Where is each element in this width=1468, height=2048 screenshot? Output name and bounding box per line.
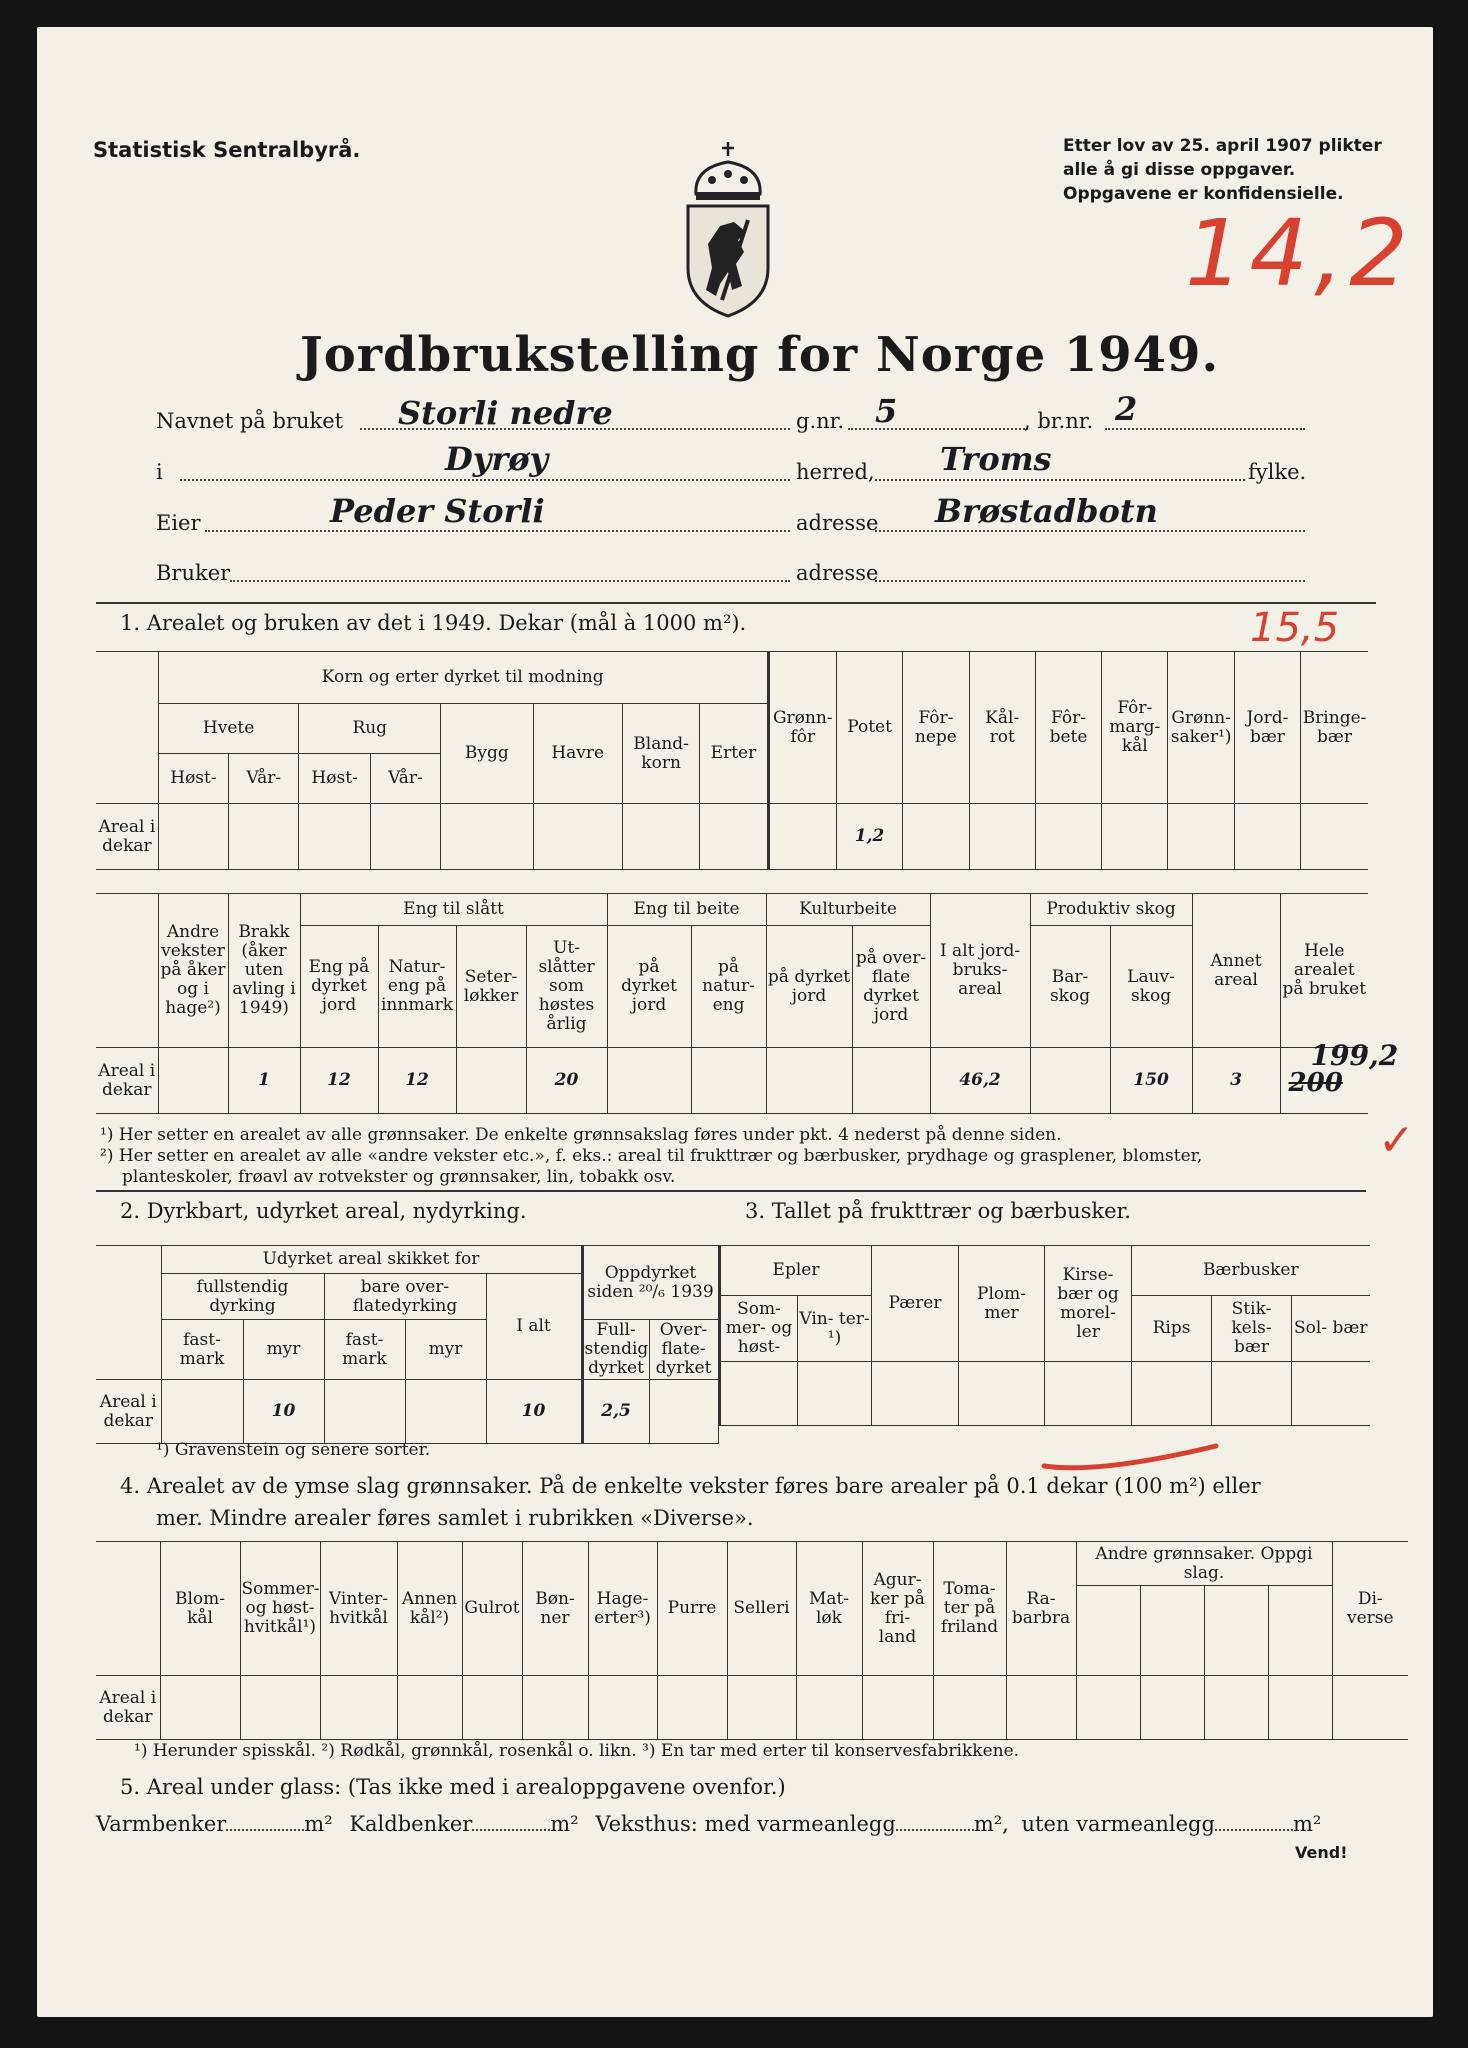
fruit-trees-table [718, 1245, 1370, 1426]
col-header: Gulrot [462, 1542, 522, 1676]
cell[interactable] [161, 1380, 243, 1444]
group-header: Kulturbeite [766, 894, 930, 926]
col-header: Grønn- saker¹) [1168, 652, 1234, 804]
col-header: Hage- erter³) [588, 1542, 657, 1676]
publisher-name: Statistisk Sentralbyrå. [93, 138, 361, 162]
legal-notice-line: Etter lov av 25. april 1907 plikter [1063, 136, 1382, 156]
cell[interactable] [158, 1048, 228, 1114]
cell[interactable] [1234, 804, 1300, 870]
row-label-header [96, 1246, 161, 1380]
col-header: I alt jord- bruks- areal [930, 894, 1030, 1048]
fully-cultivated-value[interactable]: 2,5 [582, 1380, 649, 1444]
unit-label: m² [1292, 1812, 1322, 1836]
municipality-line [180, 479, 790, 481]
col-header: myr [243, 1320, 324, 1380]
legal-notice-line: Oppgavene er konfidensielle. [1063, 184, 1344, 204]
cell[interactable] [852, 1048, 930, 1114]
natural-meadow-value[interactable]: 12 [378, 1048, 456, 1114]
row-label-header [96, 652, 158, 804]
row-label-header [96, 894, 158, 1048]
col-header: Annen kål²) [397, 1542, 462, 1676]
cell[interactable] [1076, 1676, 1140, 1740]
cell[interactable] [1268, 1676, 1332, 1740]
coldframes-field[interactable] [472, 1829, 550, 1831]
group-header: Eng til slått [300, 894, 607, 926]
section4-heading: 4. Arealet av de ymse slag grønnsaker. På de enkelte vekster føres bare arealer på 0.1 dekar (100 m²) eller [120, 1474, 1261, 1498]
greenhouse-heated-label: Veksthus: med varmeanlegg [595, 1812, 896, 1836]
cell[interactable] [1292, 1362, 1370, 1426]
group-header: Eng til beite [607, 894, 766, 926]
cell[interactable] [1102, 804, 1168, 870]
meadow-cultivated-value[interactable]: 12 [300, 1048, 378, 1114]
vegetables-table [96, 1541, 1408, 1740]
col-header: Fôr- marg- kål [1102, 652, 1168, 804]
cell[interactable] [657, 1676, 727, 1740]
land-use-table [96, 893, 1399, 1114]
col-header: Kirse- bær og morel- ler [1045, 1246, 1132, 1362]
in-label: i [156, 460, 163, 484]
cell[interactable] [1212, 1362, 1292, 1426]
col-header: Fôr- bete [1035, 652, 1101, 804]
section2-heading: 2. Dyrkbart, udyrket areal, nydyrking. [120, 1199, 527, 1223]
col-header: Natur- eng på innmark [378, 926, 456, 1048]
unit-label: m² [304, 1812, 333, 1836]
cell[interactable] [862, 1676, 933, 1740]
footnote: ¹) Her setter en arealet av alle grønnsaker. De enkelte grønnsakslag føres under pkt. 4 nederst på denne siden. [100, 1125, 1062, 1145]
cell[interactable] [768, 804, 836, 870]
col-header: Blom- kål [160, 1542, 240, 1676]
farm-name-label: Navnet på bruket [156, 409, 344, 433]
cell[interactable] [798, 1362, 872, 1426]
farm-name-value: Storli nedre [398, 394, 613, 432]
col-header: Kål- rot [969, 652, 1035, 804]
cell[interactable] [1132, 1362, 1212, 1426]
col-header: Over- flate- dyrket [649, 1320, 718, 1380]
cell[interactable] [160, 1676, 240, 1740]
brnr-value: 2 [1115, 390, 1138, 428]
deciduous-forest-value[interactable]: 150 [1110, 1048, 1192, 1114]
col-header: Epler [720, 1246, 872, 1296]
cell[interactable] [607, 1048, 691, 1114]
brnr-label: , br.nr. [1024, 409, 1094, 433]
form-title: Jordbrukstelling for Norge 1949. [300, 327, 1220, 383]
cell[interactable] [397, 1676, 462, 1740]
cell[interactable] [903, 804, 969, 870]
cell[interactable] [533, 804, 622, 870]
col-header: på dyrket jord [607, 926, 691, 1048]
section5-heading: 5. Areal under glass: (Tas ikke med i arealoppgavene ovenfor.) [120, 1775, 786, 1799]
cell[interactable] [622, 804, 699, 870]
col-header: på over- flate dyrket jord [852, 926, 930, 1048]
row-label: Areal i dekar [96, 804, 158, 870]
owner-line [205, 530, 790, 532]
col-header: Rips [1132, 1296, 1212, 1362]
col-header: I alt [486, 1274, 582, 1380]
footnote: ²) Her setter en arealet av alle «andre vekster etc.», f. eks.: areal til frukttrær og bærbusker, prydhage og grasplener, blomster, [100, 1146, 1203, 1166]
cell[interactable] [933, 1676, 1006, 1740]
col-header: Hvete [158, 704, 299, 754]
coat-of-arms-icon [672, 140, 784, 320]
cell[interactable] [720, 1362, 798, 1426]
total-agricultural-value[interactable]: 46,2 [930, 1048, 1030, 1114]
hotbeds-label: Varmbenker [96, 1812, 227, 1836]
col-header: Toma- ter på friland [933, 1542, 1006, 1676]
cell[interactable] [158, 804, 228, 870]
col-header: Rug [299, 704, 441, 754]
col-header: på natur- eng [691, 926, 766, 1048]
col-header: Andre vekster på åker og i hage²) [158, 894, 228, 1048]
col-header: Lauv- skog [1110, 926, 1192, 1048]
cell[interactable] [456, 1048, 526, 1114]
col-header: Brakk (åker uten avling i 1949) [228, 894, 300, 1048]
col-header: Eng på dyrket jord [300, 926, 378, 1048]
uncultivated-total-value[interactable]: 10 [486, 1380, 582, 1444]
cell[interactable] [700, 804, 768, 870]
col-header: Vår- [229, 754, 299, 804]
herred-label: herred, [796, 460, 875, 484]
col-header: Bland- korn [622, 704, 699, 804]
cell[interactable] [299, 804, 370, 870]
fylke-label: fylke. [1248, 460, 1307, 484]
col-header: Sommer- og høst- hvitkål¹) [240, 1542, 320, 1676]
col-header: Vinter- hvitkål [320, 1542, 397, 1676]
section1-heading: 1. Arealet og bruken av det i 1949. Dekar (mål à 1000 m²). [120, 611, 747, 635]
cell[interactable] [796, 1676, 862, 1740]
cell[interactable] [1268, 1586, 1332, 1676]
col-header: Agur- ker på fri- land [862, 1542, 933, 1676]
total-farm-area-cell[interactable] [1280, 1039, 1399, 1114]
gnr-label: g.nr. [796, 409, 845, 433]
user-address-line [875, 580, 1305, 582]
cell[interactable] [324, 1380, 405, 1444]
section3-heading: 3. Tallet på frukttrær og bærbusker. [745, 1199, 1131, 1223]
row-label: Areal i dekar [96, 1676, 160, 1740]
bog-value[interactable]: 10 [243, 1380, 324, 1444]
row-label-header [96, 1542, 160, 1676]
brnr-line [1105, 428, 1305, 430]
col-header: Fôr- nepe [903, 652, 969, 804]
greenhouse-unheated-field[interactable] [1215, 1829, 1293, 1831]
outfield-value[interactable]: 20 [526, 1048, 607, 1114]
coldframes-label: Kaldbenker [349, 1812, 473, 1836]
cell[interactable] [1204, 1676, 1268, 1740]
section-divider [96, 602, 1376, 604]
group-header: Bærbusker [1132, 1246, 1370, 1296]
col-header: Purre [657, 1542, 727, 1676]
col-header: Hele arealet på bruket [1280, 894, 1368, 1048]
col-header: Jord- bær [1234, 652, 1300, 804]
cell[interactable] [959, 1362, 1045, 1426]
greenhouse-heated-field[interactable] [896, 1829, 974, 1831]
legal-notice [1063, 134, 1382, 206]
col-header: på dyrket jord [766, 926, 852, 1048]
row-label: Areal i dekar [96, 1048, 158, 1114]
turn-over-note: Vend! [1295, 1843, 1348, 1862]
col-header: Stik- kels- bær [1212, 1296, 1292, 1362]
cell[interactable] [1030, 1048, 1110, 1114]
group-header: Oppdyrket siden ²⁰/₆ 1939 [582, 1246, 718, 1320]
col-header: fast- mark [324, 1320, 405, 1380]
col-header: Seter- løkker [456, 926, 526, 1048]
fallow-value[interactable]: 1 [228, 1048, 300, 1114]
struck-total-value: 200 [1288, 1068, 1343, 1098]
grain-group-header: Korn og erter dyrket til modning [158, 652, 768, 704]
col-header: Sol- bær [1292, 1296, 1370, 1362]
col-header: fullstendig dyrking [161, 1274, 324, 1320]
group-header: Andre grønnsaker. Oppgi slag. [1076, 1542, 1332, 1586]
col-header: myr [405, 1320, 486, 1380]
cell[interactable] [691, 1048, 766, 1114]
cell[interactable] [462, 1676, 522, 1740]
cell[interactable] [1076, 1586, 1140, 1676]
col-header: Høst- [299, 754, 370, 804]
group-header: Udyrket areal skikket for [161, 1246, 582, 1274]
col-header: Bar- skog [1030, 926, 1110, 1048]
cell[interactable] [588, 1676, 657, 1740]
footnote: ¹) Herunder spisskål. ²) Rødkål, grønnkål, rosenkål o. likn. ³) En tar med erter til konservesfabrikkene. [134, 1741, 1020, 1761]
col-header: Potet [836, 652, 902, 804]
col-header: Ra- barbra [1006, 1542, 1076, 1676]
cell[interactable] [766, 1048, 852, 1114]
col-header: Selleri [727, 1542, 796, 1676]
cell[interactable] [370, 804, 440, 870]
county-line [875, 479, 1245, 481]
municipality-value: Dyrøy [445, 440, 549, 478]
section1-notes [100, 1125, 1370, 1188]
cell[interactable] [1140, 1586, 1204, 1676]
cell[interactable] [1035, 804, 1101, 870]
potato-value[interactable]: 1,2 [836, 804, 902, 870]
cell[interactable] [1006, 1676, 1076, 1740]
cell[interactable] [441, 804, 533, 870]
glass-area-row [96, 1812, 1376, 1836]
footnote: planteskoler, frøavl av rotvekster og grønnsaker, lin, tobakk osv. [122, 1167, 676, 1187]
col-header: Vin- ter-¹) [798, 1296, 872, 1362]
section-divider [96, 1190, 1366, 1192]
greenhouse-unheated-label: uten varmeanlegg [1021, 1812, 1215, 1836]
red-check-mark-icon: ✓ [1378, 1115, 1415, 1166]
col-header: Annet areal [1192, 894, 1280, 1048]
cell[interactable] [320, 1676, 397, 1740]
uncultivated-area-table [96, 1245, 719, 1444]
user-label: Bruker [156, 561, 231, 585]
unit-label: m², [973, 1812, 1009, 1836]
user-address-label: adresse [796, 561, 879, 585]
col-header: bare over- flatedyrking [324, 1274, 486, 1320]
col-header: Som- mer- og høst- [720, 1296, 798, 1362]
col-header: Pærer [872, 1246, 959, 1362]
legal-notice-line: alle å gi disse oppgaver. [1063, 160, 1296, 180]
cell[interactable] [872, 1362, 959, 1426]
owner-address-line [875, 530, 1305, 532]
col-header: Full- stendig dyrket [582, 1320, 649, 1380]
cell[interactable] [649, 1380, 718, 1444]
col-header: Plom- mer [959, 1246, 1045, 1362]
col-header: Di- verse [1332, 1542, 1408, 1676]
cell[interactable] [1204, 1586, 1268, 1676]
cell[interactable] [1301, 804, 1368, 870]
cell[interactable] [522, 1676, 588, 1740]
owner-address-label: adresse [796, 511, 879, 535]
gnr-value: 5 [875, 392, 898, 430]
cell[interactable] [727, 1676, 796, 1740]
other-area-value[interactable]: 3 [1192, 1048, 1280, 1114]
owner-label: Eier [156, 511, 201, 535]
user-line [230, 580, 790, 582]
unit-label: m² [550, 1812, 579, 1836]
cell[interactable] [969, 804, 1035, 870]
corrected-total-value: 199,2 [1310, 1039, 1399, 1072]
cell[interactable] [1140, 1676, 1204, 1740]
col-header: Bringe- bær [1301, 652, 1368, 804]
crop-area-table [96, 651, 1368, 870]
county-value: Troms [940, 440, 1052, 478]
col-header: Mat- løk [796, 1542, 862, 1676]
col-header: fast- mark [161, 1320, 243, 1380]
col-header: Bygg [441, 704, 533, 804]
footnote: ¹) Gravenstein og senere sorter. [156, 1440, 431, 1460]
col-header: Havre [533, 704, 622, 804]
col-header: Ut- slåtter som høstes årlig [526, 926, 607, 1048]
owner-value: Peder Storli [330, 492, 545, 530]
handwritten-red-total: 15,5 [1250, 605, 1340, 651]
section4-heading-line2: mer. Mindre arealer føres samlet i rubrikken «Diverse». [156, 1506, 754, 1530]
cell[interactable] [1045, 1362, 1132, 1426]
col-header: Høst- [158, 754, 228, 804]
cell[interactable] [405, 1380, 486, 1444]
row-label: Areal i dekar [96, 1380, 161, 1444]
hotbeds-field[interactable] [226, 1829, 304, 1831]
owner-address-value: Brøstadbotn [935, 492, 1158, 530]
group-header: Produktiv skog [1030, 894, 1192, 926]
cell[interactable] [240, 1676, 320, 1740]
cell[interactable] [1168, 804, 1234, 870]
col-header: Erter [700, 704, 768, 804]
handwritten-reference-number: 14,2 [1185, 200, 1414, 307]
cell[interactable] [229, 804, 299, 870]
cell[interactable] [1332, 1676, 1408, 1740]
col-header: Vår- [370, 754, 440, 804]
col-header: Grønn- fôr [768, 652, 836, 804]
col-header: Bøn- ner [522, 1542, 588, 1676]
